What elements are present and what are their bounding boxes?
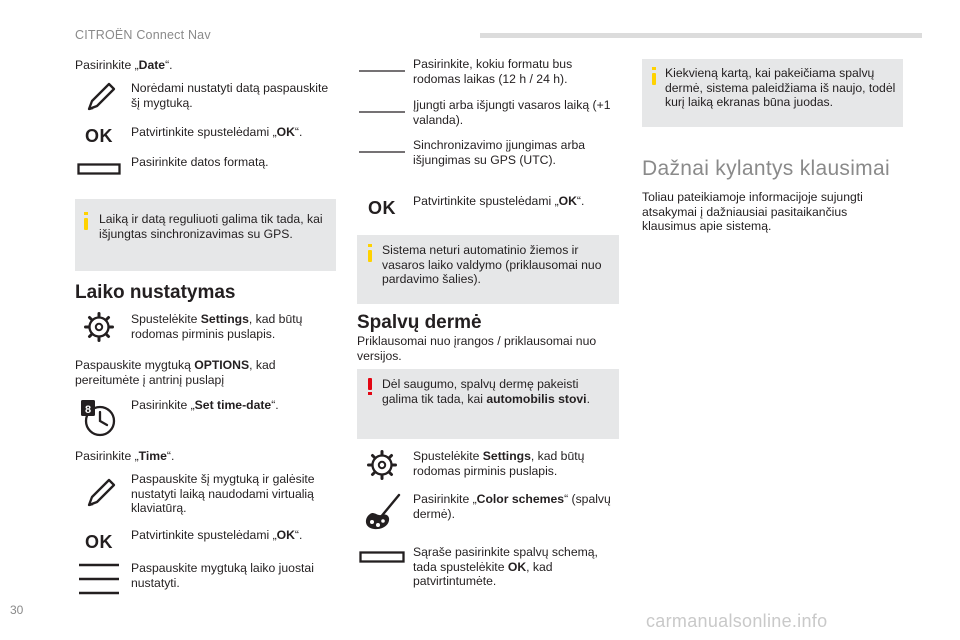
ok-icon: OK	[85, 126, 113, 146]
warning-note-safety: Dėl saugumo, spalvų dermę pakeisti galima tik tada, kai automobilis stovi.	[382, 377, 590, 406]
pencil-icon	[84, 476, 118, 510]
colors-intro-text: Priklausomai nuo įrangos / priklausomai nuo versijos.	[357, 334, 597, 363]
section-title-faq: Dažnai kylantys klausimai	[642, 157, 890, 180]
section-title-time: Laiko nustatymas	[75, 282, 236, 303]
gear-icon	[83, 311, 115, 343]
header-title: CITROËN Connect Nav	[75, 28, 211, 42]
info-mark	[368, 250, 372, 262]
confirm-text-3: Patvirtinkite spustelėdami „OK“.	[413, 194, 585, 208]
watermark: carmanualsonline.info	[646, 611, 828, 631]
info-mark-dot	[368, 244, 372, 247]
select-time-text: Pasirinkite „Time“.	[75, 449, 175, 463]
palette-brush-icon	[362, 492, 402, 532]
date-format-text: Pasirinkite datos formatą.	[131, 155, 269, 169]
warning-mark	[368, 378, 372, 390]
list-icon	[78, 560, 120, 598]
info-mark	[84, 218, 88, 230]
confirm-text-1: Patvirtinkite spustelėdami „OK“.	[131, 125, 303, 139]
date-format-field-icon	[77, 162, 121, 176]
sync-text: Sinchronizavimo įjungimas arba išjungimas su GPS (UTC).	[413, 138, 586, 167]
confirm-text-2: Patvirtinkite spustelėdami „OK“.	[131, 528, 303, 542]
header-bar	[480, 33, 922, 38]
info-note-dst: Sistema neturi automatinio žiemos ir vasaros laiko valdymo (priklausomai nuo pardavimo šalies).	[382, 243, 602, 287]
sync-option-line-icon	[359, 149, 405, 155]
scheme-list-field-icon	[359, 550, 405, 564]
time-format-text: Pasirinkite, kokiu formatu bus rodomas laikas (12 h / 24 h).	[413, 57, 573, 86]
info-mark	[652, 73, 656, 85]
press-settings-text-1: Spustelėkite Settings, kad būtų rodomas pirminis puslapis.	[131, 312, 303, 341]
dst-option-line-icon	[359, 109, 405, 115]
faq-intro-text: Toliau pateikiamoje informacijoje sujungti atsakymai į dažniausiai pasitaikančius klausimus apie sistemą.	[642, 190, 863, 234]
ok-icon: OK	[368, 198, 396, 218]
clock-badge-number: 8	[84, 404, 92, 416]
press-settings-text-2: Spustelėkite Settings, kad būtų rodomas pirminis puslapis.	[413, 449, 585, 478]
dst-text: Įjungti arba išjungti vasaros laiką (+1 valanda).	[413, 98, 611, 127]
info-mark-dot	[84, 212, 88, 215]
gear-icon	[366, 449, 398, 481]
ok-icon: OK	[85, 532, 113, 552]
format-option-line-icon	[359, 68, 405, 74]
section-title-colors: Spalvų dermė	[357, 312, 482, 333]
set-time-touch-text: Paspauskite šį mygtuką ir galėsite nustatyti laiką naudodami virtualią klaviatūrą.	[131, 472, 315, 516]
choose-scheme-text: Sąraše pasirinkite spalvų schemą, tada spustelėkite OK, kad patvirtintumėte.	[413, 545, 598, 589]
select-date-text: Pasirinkite „Date“.	[75, 58, 173, 72]
info-note-gps: Laiką ir datą reguliuoti galima tik tada, kai išjungtas sinchronizavimas su GPS.	[99, 212, 323, 241]
warning-mark-dot	[368, 392, 372, 395]
info-note-restart: Kiekvieną kartą, kai pakeičiama spalvų dermė, sistema paleidžiama iš naujo, todėl kurį laiką ekranas būna juodas.	[665, 66, 896, 110]
set-date-touch-text: Norėdami nustatyti datą paspauskite šį mygtuką.	[131, 81, 329, 110]
pencil-icon	[84, 80, 118, 114]
select-time-date-text: Pasirinkite „Set time-date“.	[131, 398, 279, 412]
info-mark-dot	[652, 67, 656, 70]
color-schemes-text: Pasirinkite „Color schemes“ (spalvų dermė).	[413, 492, 611, 521]
time-zones-text: Paspauskite mygtuką laiko juostai nustatyti.	[131, 561, 314, 590]
press-options-text: Paspauskite mygtuką OPTIONS, kad pereitumėte į antrinį puslapį	[75, 358, 276, 387]
page-number: 30	[10, 603, 24, 617]
